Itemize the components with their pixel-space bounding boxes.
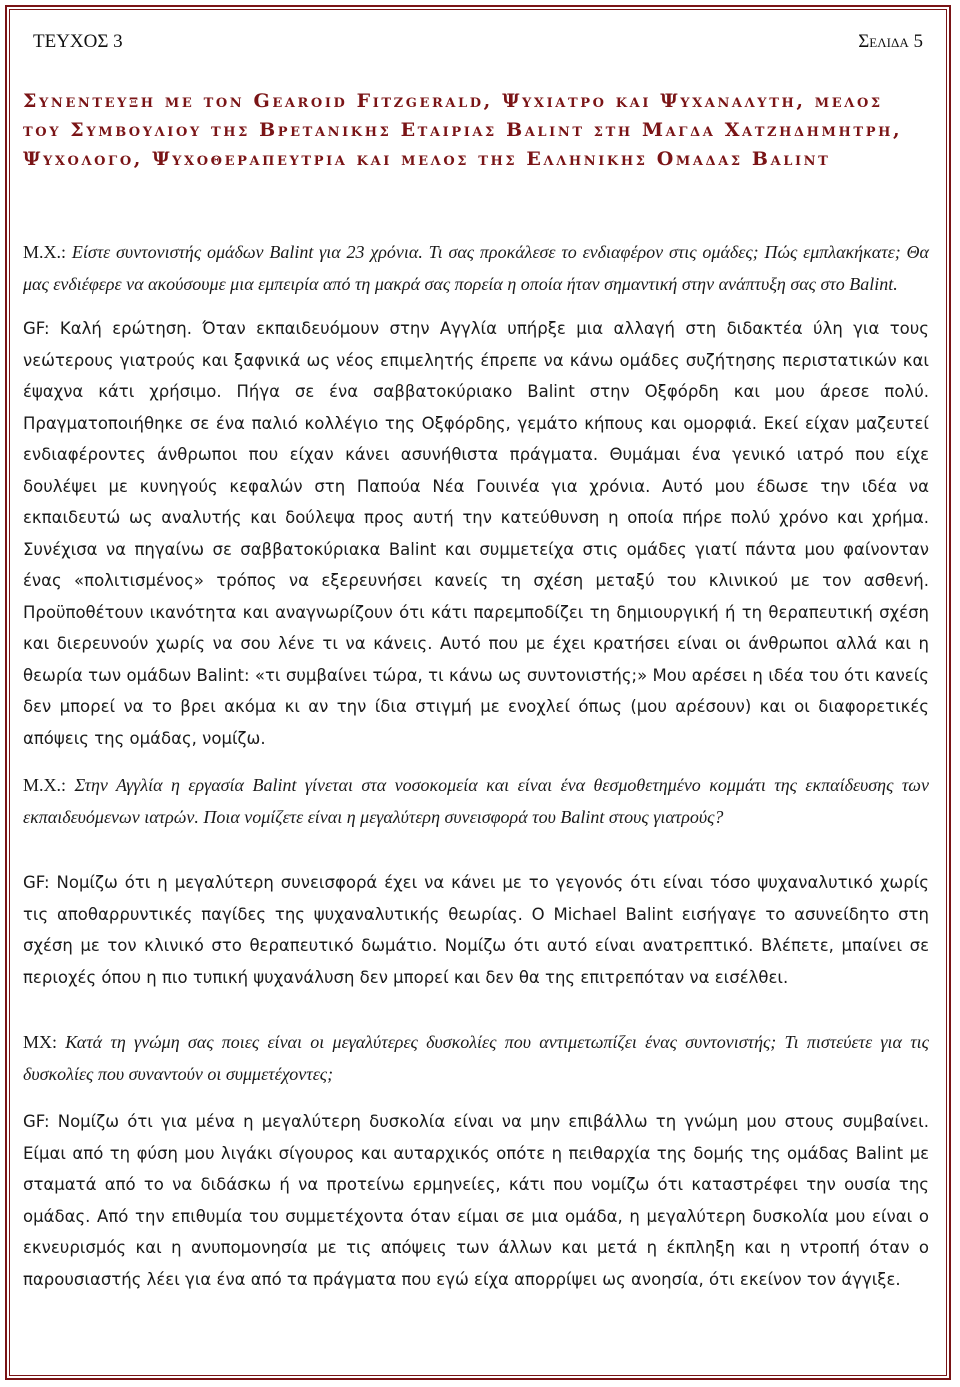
speaker-label: ΜΧ: — [23, 1032, 58, 1052]
page-header — [33, 31, 923, 61]
answer-2 — [23, 867, 929, 993]
speaker-label: GF: — [23, 873, 50, 892]
answer-text: Νομίζω ότι για μένα η μεγαλύτερη δυσκολία είναι να μην επιβάλλω τη γνώμη μου στους συμβαίνει. Είμαι από τη φύση μου λιγάκι σίγουρος και αυταρχικός οπότε η πειθαρχία της δομής της ομάδας Balint με σταματά από το να διδάσκω ή να προτείνω ερμηνείες, κάτι που νομίζω ότι καταστρέφει την ουσία της ομάδας. Από την επιθυμία του συμμετέχοντα όταν είμαι σε μια ομάδα, η μεγαλύτερη δυσκολία μου είναι ο εκνευρισμός και η ανυπομονησία με τις απόψεις των άλλων και μετά η έκπληξη και η ντροπή όταν ο παρουσιαστής λέει για ένα από τα πράγματα που εγώ είχα απορρίψει ως ανοησία, ότι εκείνον τον άγγιξε. — [23, 1112, 929, 1289]
question-2 — [23, 770, 929, 833]
question-text: Στην Αγγλία η εργασία Balint γίνεται στα νοσοκομεία και είναι ένα θεσμοθετημένο κομμάτι της εκπαίδευσης των εκπαιδευόμενων ιατρών. Ποια νομίζετε είναι η μεγαλύτερη συνεισφορά του Balint στους γιατρούς? — [23, 775, 929, 827]
question-text: Είστε συντονιστής ομάδων Balint για 23 χρόνια. Τι σας προκάλεσε το ενδιαφέρον στις ομάδες; Πώς εμπλακήκατε; Θα μας ενδιέφερε να ακούσουμε μια εμπειρία από τη μακρά σας πορεία η οποία ήταν σημαντική στην ανάπτυξη σας στο Balint. — [23, 242, 929, 294]
page-frame — [5, 5, 951, 1380]
question-1 — [23, 237, 929, 300]
answer-1 — [23, 313, 929, 754]
answer-text: Καλή ερώτηση. Όταν εκπαιδευόμουν στην Αγγλία υπήρξε μια αλλαγή στη διδακτέα ύλη για τους νεώτερους γιατρούς και ξαφνικά ως νέος επιμελητής έπρεπε να κάνω ομάδες συζήτησης περιστατικών και έψαχνα κάτι χρήσιμο. Πήγα σε ένα σαββατοκύριακο Balint στην Οξφόρδη και μου άρεσε πολύ. Πραγματοποιήθηκε σε ένα παλιό κολλέγιο της Οξφόρδης, γεμάτο κήπους και ομορφιά. Εκεί είχαν μαζευτεί ενδιαφέροντες άνθρωποι που είχαν κάνει ασυνήθιστα πράγματα. Θυμάμαι ένα γενικό ιατρό που είχε δουλέψει με κυνηγούς κεφαλών στη Παπούα Νέα Γουινέα για χρόνια. Αυτό μου έδωσε την ιδέα να εκπαιδευτώ ως αναλυτής και δούλεψα προς αυτή την κατεύθυνση η οποία πήρε πολύ χρόνο και χρήμα. Συνέχισα να πηγαίνω σε σαββατοκύριακα Balint και συμμετείχα στις ομάδες γιατί πάντα μου φαίνονταν ένας «πολιτισμένος» τρόπος να εξερευνήσει κανείς τη σχέση μεταξύ του κλινικού με τον ασθενή. Προϋποθέτουν ικανότητα και αναγνωρίζουν ότι κάτι παρεμποδίζει τη δημιουργική ή τη θεραπευτική σχέση και διερευνούν χωρίς να σου λένε τι να κάνεις. Αυτό που με έχει κρατήσει είναι οι άνθρωποι αλλά και η θεωρία των ομάδων Balint: «τι συμβαίνει τώρα, τι κάνω ως συντονιστής;» Μου αρέσει η ιδέα του ότι κανείς δεν μπορεί να το βρει ακόμα κι αν την ίδια στιγμή με ενοχλεί όπως (μου αρέσουν) και οι διαφορετικές απόψεις της ομάδας, νομίζω. — [23, 319, 929, 748]
article-title: Συνεντευξη με τον Gearoid Fitzgerald, Ψυχιατρο και Ψυχαναλυτη, μελος του Συμβουλιου της Βρετανικης Εταιριας Balint στη Μαγδα Χατζηδημητρη, Ψυχολογο, Ψυχοθεραπευτρια και μελος της Ελληνικης Ομαδας Balint — [23, 90, 903, 170]
speaker-label: GF: — [23, 1112, 50, 1131]
speaker-label: Μ.Χ.: — [23, 242, 67, 262]
speaker-label: Μ.Χ.: — [23, 775, 67, 795]
answer-text: Νομίζω ότι η μεγαλύτερη συνεισφορά έχει να κάνει με το γεγονός ότι είναι τόσο ψυχαναλυτικό χωρίς τις αποθαρρυντικές παγίδες της ψυχαναλυτικής θεωρίας. Ο Michael Balint εισήγαγε το ασυνείδητο στη σχέση με τον κλινικό στο θεραπευτικό δωμάτιο. Νομίζω ότι αυτό είναι ανατρεπτικό. Βλέπετε, μπαίνει σε περιοχές όπου η πιο τυπική ψυχανάλυση δεν μπορεί και δεν θα της επιτρεπόταν να εισέλθει. — [23, 873, 929, 987]
question-text: Κατά τη γνώμη σας ποιες είναι οι μεγαλύτερες δυσκολίες που αντιμετωπίζει ένας συντονιστής; Τι πιστεύετε για τις δυσκολίες που συναντούν οι συμμετέχοντες; — [23, 1032, 929, 1084]
issue-label: ΤΕΥΧΟΣ 3 — [33, 31, 123, 52]
article-body — [23, 237, 929, 1295]
question-3 — [23, 1027, 929, 1090]
answer-3 — [23, 1106, 929, 1295]
page-number: Σελιδα 5 — [858, 31, 923, 52]
speaker-label: GF: — [23, 319, 50, 338]
